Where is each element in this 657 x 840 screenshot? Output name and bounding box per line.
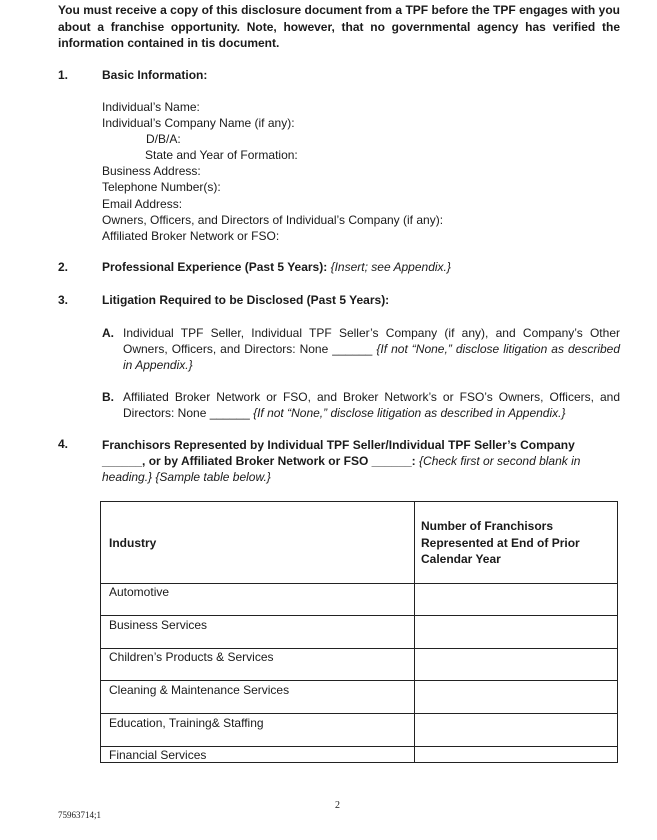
field-individual-name: Individual’s Name:: [102, 100, 200, 114]
section-2-note: {Insert; see Appendix.}: [330, 260, 451, 274]
table-row: Financial Services: [109, 748, 207, 762]
table-row-divider: [101, 746, 617, 747]
section-4-number: 4.: [58, 437, 69, 451]
section-3-number: 3.: [58, 293, 69, 307]
section-1-number: 1.: [58, 68, 69, 82]
table-header-number: Number of Franchisors Represented at End of Prior Calendar Year: [421, 519, 580, 566]
basic-info-fields: [102, 99, 443, 244]
litigation-item-a: [102, 325, 620, 373]
field-company-name: Individual’s Company Name (if any):: [102, 116, 295, 131]
page-number: 2: [335, 800, 340, 811]
section-2-number: 2.: [58, 260, 69, 274]
section-4-note: {Check first or second blank in heading.} {Sample table below.}: [102, 454, 581, 484]
section-2-line: [102, 260, 451, 274]
litigation-a-note: {If not “None,” disclose litigation as described in Appendix.}: [123, 342, 620, 372]
field-business-address: Business Address:: [102, 164, 201, 179]
litigation-a-text: Individual TPF Seller, Individual TPF Seller’s Company (if any), and Company’s Other Owners, Officers, and Directors: None ______: [123, 326, 620, 356]
section-4-heading: [102, 437, 620, 485]
litigation-a-letter: A.: [102, 326, 114, 340]
section-4-title: Franchisors Represented by Individual TPF Seller/Individual TPF Seller’s Company ______, or by Affiliated Broker Network or FSO ______:: [102, 438, 575, 468]
field-telephone: Telephone Number(s):: [102, 180, 221, 195]
table-row-divider: [101, 615, 617, 616]
document-id: 75963714;1: [58, 810, 102, 820]
table-row-divider: [101, 583, 617, 584]
intro-paragraph: You must receive a copy of this disclosure document from a TPF before the TPF engages with you about a franchise opportunity. Note, however, that no governmental agency has verified the information contained in tis document.: [58, 3, 620, 50]
table-row-divider: [101, 648, 617, 649]
table-row-divider: [101, 680, 617, 681]
litigation-b-letter: B.: [102, 390, 114, 404]
table-row: Automotive: [109, 585, 170, 599]
litigation-b-note: {If not “None,” disclose litigation as described in Appendix.}: [253, 406, 566, 420]
table-row: Children’s Products & Services: [109, 650, 274, 664]
field-dba: D/B/A:: [146, 132, 181, 147]
litigation-b-text: Affiliated Broker Network or FSO, and Broker Network’s or FSO’s Owners, Officers, and Directors: None ______: [123, 390, 620, 420]
litigation-item-b: [102, 389, 620, 421]
table-row-divider: [101, 713, 617, 714]
field-state-year: State and Year of Formation:: [145, 148, 298, 163]
section-2-title: Professional Experience (Past 5 Years):: [102, 260, 328, 274]
section-3-title: Litigation Required to be Disclosed (Past 5 Years):: [102, 293, 390, 307]
section-1-title: Basic Information:: [102, 68, 208, 82]
table-header-industry: Industry: [109, 536, 157, 550]
table-row: Education, Training& Staffing: [109, 716, 264, 730]
table-column-divider: [414, 502, 415, 762]
field-owners: Owners, Officers, and Directors of Individual’s Company (if any):: [102, 212, 444, 227]
franchisors-table: [100, 501, 618, 763]
field-email: Email Address:: [102, 196, 183, 211]
table-row: Cleaning & Maintenance Services: [109, 683, 290, 697]
field-affiliated-network: Affiliated Broker Network or FSO:: [102, 228, 280, 243]
table-row: Business Services: [109, 618, 208, 632]
